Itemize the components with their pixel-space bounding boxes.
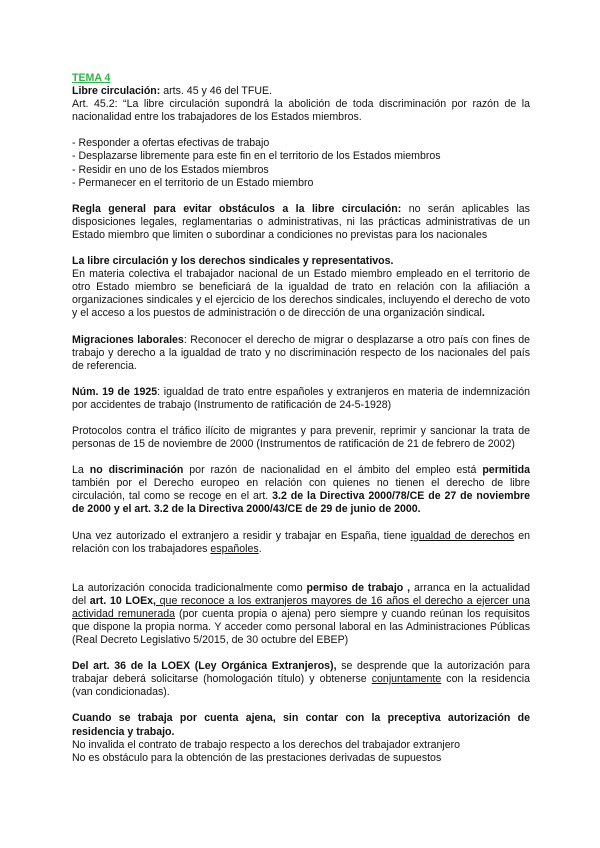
text-run: . bbox=[258, 542, 262, 555]
list-item: - Responder a ofertas efectivas de trabajo bbox=[72, 137, 270, 150]
no-discriminacion-paragraph bbox=[72, 464, 530, 516]
regla-general-text: no serán aplicables las disposiciones legales, reglamentarias o administrativas, ni las prácticas administrativas de un Estado miembro que limiten o subordinar a condiciones no previstas para los nacionales bbox=[72, 202, 530, 241]
text-run: se desprende que la autorización para trabajar deberá solicitarse (homologación título) y obtenerse bbox=[72, 660, 531, 686]
rights-list bbox=[72, 137, 530, 189]
art36-paragraph bbox=[72, 660, 530, 699]
cuenta-ajena-line-1: No invalida el contrato de trabajo respecto a los derechos del trabajador extranjero bbox=[72, 738, 461, 751]
directiva-reference: 3.2 de la Directiva 2000/78/CE de 27 de noviembre de 2000 y el art. 3.2 de la Directiva 2000/43/CE de 29 de junio de 2000. bbox=[72, 490, 530, 516]
migraciones-paragraph bbox=[72, 334, 530, 373]
cuenta-ajena-heading: Cuando se trabaja por cuenta ajena, sin contar con la preceptiva autorización de residencia y trabajo. bbox=[72, 712, 530, 738]
art-45-paragraph: Art. 45.2: “La libre circulación supondrá la abolición de toda discriminación por razón de la nacionalidad entre los trabajadores de los Estados miembros. bbox=[72, 98, 530, 124]
autorizado-paragraph bbox=[72, 530, 530, 556]
protocolos-paragraph: Protocolos contra el tráfico ilícito de migrantes y para prevenir, reprimir y sancionar la trata de personas de 15 de noviembre de 2000 (Instrumentos de ratificación de 21 de febrero de 2002) bbox=[72, 424, 530, 451]
num19-text: : igualdad de trato entre españoles y extranjeros en materia de indemnización por accidentes de trabajo (Instrumento de ratificación de 24-5-1928) bbox=[72, 385, 530, 411]
text-run-bold: no discriminación bbox=[89, 464, 184, 477]
regla-general-paragraph bbox=[72, 203, 530, 242]
tema-heading: TEMA 4 bbox=[72, 72, 111, 84]
text-run: con la residencia (van condicionadas). bbox=[72, 673, 530, 699]
text-run: arranca en la actualidad del bbox=[72, 581, 530, 607]
sindicales-paragraph bbox=[72, 268, 530, 320]
text-run-underlined: reconoce a los extranjeros mayores de 16 años el derecho a ejercer una actividad remunerada bbox=[72, 594, 530, 620]
sindicales-end: . bbox=[481, 307, 485, 320]
text-run-underlined: españoles bbox=[210, 542, 259, 555]
text-run-underlined: que bbox=[156, 594, 181, 607]
num19-paragraph bbox=[72, 386, 530, 412]
migraciones-text: : Reconocer el derecho de migrar o desplazarse a otro país con fines de trabajo y derecho a la igualdad de trato y no discriminación respecto de los nacionales del país de referencia. bbox=[72, 333, 530, 372]
text-run: por razón de nacionalidad en el ámbito del empleo está bbox=[183, 464, 483, 477]
text-run: también por el Derecho europeo en relación con quienes no tienen el derecho de libre circulación, tal como se recoge en el art. bbox=[72, 477, 530, 503]
num19-heading: Núm. 19 de 1925 bbox=[72, 385, 158, 398]
migraciones-heading: Migraciones laborales bbox=[72, 333, 184, 346]
text-run-underlined: conjuntamente bbox=[371, 673, 442, 686]
permiso-trabajo-paragraph bbox=[72, 582, 530, 647]
text-run-bold: permitida bbox=[482, 464, 531, 477]
text-run-bold: permiso de trabajo , bbox=[306, 581, 411, 594]
text-run-bold: art. 10 LOEx, bbox=[89, 594, 156, 607]
text-run: en relación con los trabajadores bbox=[72, 529, 530, 555]
text-run: (por cuenta propia o ajena) pero siempre y cuando reúnan los requisitos que dispone la propia norma. Y acceder como personal laboral en las Administraciones Públicas (Real Decreto Legislativo 5/2015, de 30 octubre del EBEP) bbox=[72, 607, 530, 647]
list-item: - Desplazarse libremente para este fin en el territorio de los Estados miembros bbox=[72, 150, 441, 163]
section-title bbox=[72, 72, 530, 85]
libre-circulacion-line bbox=[72, 85, 530, 98]
text-run-underlined: igualdad de derechos bbox=[410, 529, 515, 542]
art36-heading: Del art. 36 de la LOEX (Ley Orgánica Extranjeros), bbox=[72, 660, 337, 673]
sindicales-heading: La libre circulación y los derechos sindicales y representativos. bbox=[72, 255, 394, 268]
text-run: Una vez autorizado el extranjero a residir y trabajar en España, tiene bbox=[72, 529, 411, 542]
libre-circulacion-refs: arts. 45 y 46 del TFUE. bbox=[160, 85, 272, 98]
text-run: La bbox=[72, 464, 90, 477]
text-run: La autorización conocida tradicionalmente como bbox=[72, 581, 307, 594]
regla-general-heading: Regla general para evitar obstáculos a la libre circulación: bbox=[72, 202, 402, 215]
list-item: - Permanecer en el territorio de un Estado miembro bbox=[72, 176, 314, 189]
sindicales-text: En materia colectiva el trabajador nacional de un Estado miembro empleado en el territorio de otro Estado miembro se beneficiará de la igualdad de trato en relación con la afiliación a organizaciones sindicales y el ejercicio de los derechos sindicales, incluyendo el derecho de voto y el acceso a los puestos de administración o de dirección de una organización sindical bbox=[72, 268, 530, 320]
cuenta-ajena-line-2: No es obstáculo para la obtención de las prestaciones derivadas de supuestos bbox=[72, 751, 442, 764]
libre-circulacion-heading: Libre circulación: bbox=[72, 85, 161, 98]
list-item: - Residir en uno de los Estados miembros bbox=[72, 163, 269, 176]
